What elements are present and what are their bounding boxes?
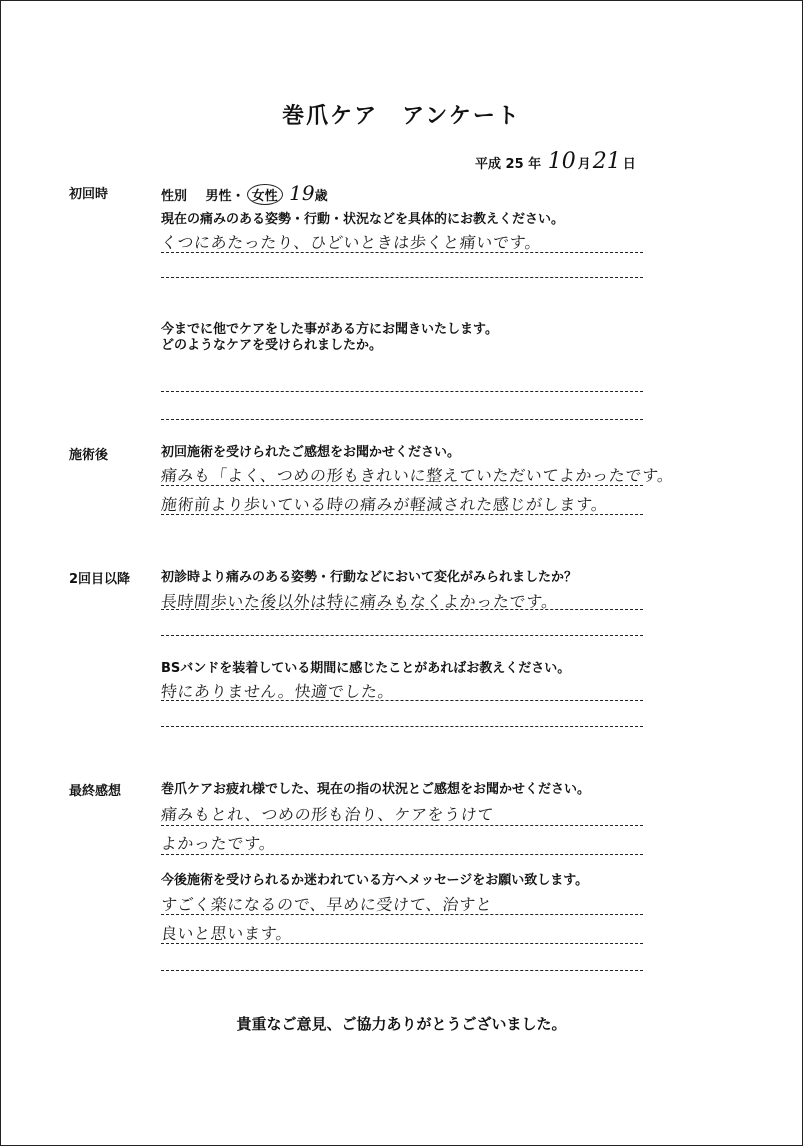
answer-final-status-2: よかったです。 (159, 834, 277, 853)
date-month: 10 (547, 149, 576, 174)
question-message: 今後施術を受けられるか迷われている方へメッセージをお願い致します。 (161, 873, 589, 888)
answer-line (161, 914, 643, 915)
answer-line (161, 825, 643, 826)
answer-bs-band: 特にありません。快適でした。 (159, 682, 396, 701)
question-final-status: 巻爪ケアお疲れ様でした、現在の指の状況とご感想をお聞かせください。 (161, 782, 591, 797)
age-unit: 歳 (314, 189, 328, 204)
date-year-unit: 年 (528, 157, 542, 172)
question-change: 初診時より痛みのある姿勢・行動などにおいて変化がみられましたか？ (161, 570, 578, 585)
section-first-visit: 初回時 (69, 187, 109, 202)
section-after-treatment: 施術後 (69, 448, 109, 463)
answer-line (161, 700, 643, 701)
answer-line (161, 277, 643, 278)
gender-female-circled: 女性 (247, 184, 283, 205)
question-prior-care-1: 今までに他でケアをした事がある方にお聞きいたします。 (161, 322, 498, 337)
answer-first-impression-1: 痛みも「よく、つめの形もきれいに整えていただいてよかったです。 (159, 466, 675, 485)
thank-you-footer: 貴重なご意見、ご協力ありがとうございました。 (236, 1015, 567, 1033)
gender-male: 男性 (205, 189, 232, 204)
answer-line (161, 726, 643, 727)
answer-first-impression-2: 施術前より歩いている時の痛みが軽減された感じがします。 (159, 495, 609, 514)
question-current-pain: 現在の痛みのある姿勢・行動・状況などを具体的にお教えください。 (161, 212, 565, 227)
date-year: 25 (505, 157, 524, 172)
age-value: 19 (289, 181, 315, 205)
answer-line (161, 970, 643, 971)
answer-line (161, 609, 643, 610)
answer-line (161, 854, 643, 855)
answer-line (161, 514, 643, 515)
answer-line (161, 943, 643, 944)
answer-line (161, 419, 643, 420)
gender-label: 性別 (161, 189, 188, 204)
question-prior-care-2: どのようなケアを受けられましたか。 (161, 338, 383, 353)
answer-message-2: 良いと思います。 (159, 924, 294, 943)
answer-line (161, 485, 643, 486)
answer-final-status-1: 痛みもとれ、つめの形も治り、ケアをうけて (159, 805, 495, 824)
answer-line (161, 252, 643, 253)
date-day-unit: 日 (622, 157, 636, 172)
answer-change: 長時間歩いた後以外は特に痛みもなくよかったです。 (159, 592, 560, 611)
question-first-impression: 初回施術を受けられたご感想をお聞かせください。 (161, 445, 461, 460)
answer-line (161, 391, 643, 392)
answer-current-pain: くつにあたったり、ひどいときは歩くと痛いです。 (159, 233, 543, 252)
date-day: 21 (592, 149, 621, 174)
section-final: 最終感想 (69, 784, 122, 799)
section-second-visit: 2回目以降 (69, 572, 131, 587)
gender-age-row (161, 181, 328, 205)
date-line (475, 149, 636, 174)
page-title: 巻爪ケア アンケート (282, 104, 521, 129)
gender-separator: ・ (231, 189, 245, 204)
answer-message-1: すごく楽になるので、早めに受けて、治すと (159, 895, 494, 914)
answer-line (161, 635, 643, 636)
date-era: 平成 (475, 157, 502, 172)
question-bs-band: BSバンドを装着している期間に感じたことがあればお教えください。 (161, 661, 571, 676)
date-month-unit: 月 (577, 157, 591, 172)
